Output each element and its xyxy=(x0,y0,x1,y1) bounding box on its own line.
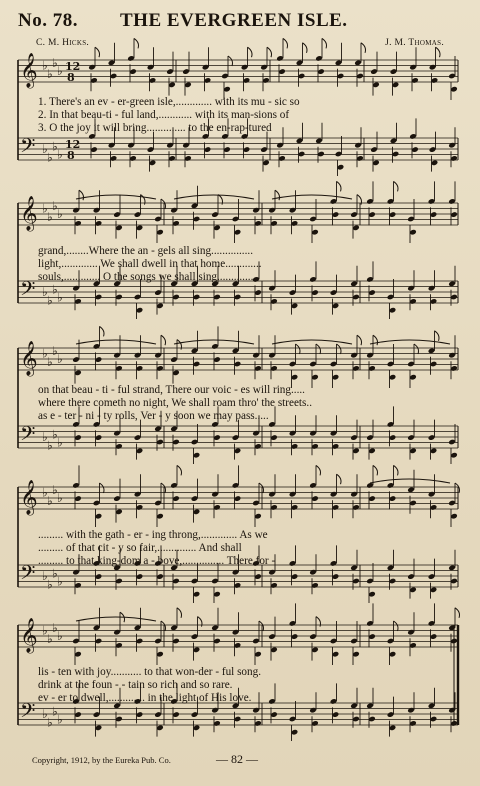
flat-icon: ♭ xyxy=(57,290,63,305)
lyric-line: ......... to that king-dom a - bove,............... There for - xyxy=(38,555,276,567)
treble-clef-icon: 𝄞 xyxy=(20,480,38,515)
flat-icon: ♭ xyxy=(57,712,63,727)
flat-icon: ♭ xyxy=(52,620,58,635)
tie-arc xyxy=(174,340,254,344)
flat-icon: ♭ xyxy=(42,58,48,73)
flat-icon: ♭ xyxy=(57,574,63,589)
note-flag xyxy=(248,47,253,57)
bass-clef-icon: 𝄢 xyxy=(20,277,36,305)
lyric-line: on that beau - ti - ful strand, There our voic - es will ring..... xyxy=(38,384,305,396)
note-flag xyxy=(177,608,182,618)
note-flag xyxy=(414,344,419,354)
bass-clef-icon: 𝄢 xyxy=(20,422,36,450)
flat-icon: ♭ xyxy=(42,142,48,156)
page-number: — 82 — xyxy=(216,752,258,766)
tie-arc xyxy=(370,340,450,344)
lyrics-block-2 xyxy=(38,245,460,284)
flat-icon: ♭ xyxy=(47,631,53,646)
flat-icon: ♭ xyxy=(47,209,53,224)
lyric-line: 2. In that beau-ti - ful land,............ with its man-sions of xyxy=(38,109,290,121)
lyric-line: light,............. We shall dwell in that home............. xyxy=(38,258,262,270)
flat-icon: ♭ xyxy=(52,343,58,358)
copyright-notice: Copyright, 1912, by the Eureka Pub. Co. xyxy=(32,755,171,765)
flat-icon: ♭ xyxy=(42,346,48,361)
flat-icon: ♭ xyxy=(42,430,48,444)
flat-icon: ♭ xyxy=(57,352,63,366)
treble-clef-icon: 𝄞 xyxy=(20,618,38,653)
treble-clef-icon: 𝄞 xyxy=(20,341,38,376)
note-flag xyxy=(361,43,366,53)
hymn-number: No. 78. xyxy=(18,10,78,31)
lyric-line: ......... with the gath - er - ing throng,............. As we xyxy=(38,529,268,541)
lyrics-block-5 xyxy=(38,666,460,705)
note-flag xyxy=(134,38,139,48)
flat-icon: ♭ xyxy=(42,707,48,721)
note-flag xyxy=(455,483,460,493)
note-flag xyxy=(394,621,399,631)
note-flag xyxy=(435,331,440,341)
flat-icon: ♭ xyxy=(52,566,58,581)
flat-icon: ♭ xyxy=(47,293,53,308)
bass-clef-icon: 𝄢 xyxy=(20,134,36,162)
bass-clef-icon: 𝄢 xyxy=(20,699,36,727)
flat-icon: ♭ xyxy=(47,577,53,592)
note-flag xyxy=(322,38,327,48)
flat-icon: ♭ xyxy=(52,198,58,213)
flat-icon: ♭ xyxy=(52,282,58,297)
lyrics-block-3 xyxy=(38,384,460,423)
note-flag xyxy=(357,335,362,345)
flat-icon: ♭ xyxy=(57,435,63,450)
lyric-line: ......... of that cit - y so fair,.............. And shall xyxy=(38,542,242,554)
note-flag xyxy=(100,326,105,336)
flat-icon: ♭ xyxy=(52,139,58,154)
flat-icon: ♭ xyxy=(47,715,53,730)
lyric-line: lis - ten with joy........... to that won-der - ful song. xyxy=(38,666,261,678)
flat-icon: ♭ xyxy=(47,354,53,369)
time-signature: 12 xyxy=(65,138,81,151)
lyric-line: ev - er to dwell,............. in the light of His love. xyxy=(38,692,252,704)
flat-icon: ♭ xyxy=(42,569,48,583)
note-flag xyxy=(337,181,342,191)
flat-icon: ♭ xyxy=(42,485,48,500)
bass-clef-icon: 𝄢 xyxy=(20,561,36,589)
note-flag xyxy=(316,344,321,354)
note-flag xyxy=(436,47,441,57)
tie-arc xyxy=(272,340,352,344)
note-flag xyxy=(455,608,460,618)
flat-icon: ♭ xyxy=(57,147,63,162)
flat-icon: ♭ xyxy=(57,64,63,78)
treble-clef-icon: 𝄞 xyxy=(20,53,38,88)
hymn-title: THE EVERGREEN ISLE. xyxy=(120,10,348,31)
note-flag xyxy=(337,474,342,484)
flat-icon: ♭ xyxy=(57,207,63,221)
lyric-line: 3. O the joy it will bring.............. to the en-rap-tured xyxy=(38,122,272,134)
flat-icon: ♭ xyxy=(52,55,58,70)
flat-icon: ♭ xyxy=(57,491,63,505)
note-flag xyxy=(283,38,288,48)
note-flag xyxy=(296,344,301,354)
lyric-line: where there cometh no night, We shall roam thro' the streets.. xyxy=(38,397,312,409)
tie-arc xyxy=(370,479,450,483)
flat-icon: ♭ xyxy=(47,438,53,453)
flat-icon: ♭ xyxy=(52,427,58,442)
flat-icon: ♭ xyxy=(52,704,58,719)
note-flag xyxy=(337,344,342,354)
flat-icon: ♭ xyxy=(47,66,53,81)
note-flag xyxy=(303,43,308,53)
flat-icon: ♭ xyxy=(42,201,48,216)
tie-arc xyxy=(76,340,156,344)
flat-icon: ♭ xyxy=(52,482,58,497)
tie-arc xyxy=(272,195,352,199)
flat-icon: ♭ xyxy=(42,285,48,299)
note-flag xyxy=(228,56,233,66)
tie-arc xyxy=(76,617,156,621)
lyric-line: grand,........Where the an - gels all sing............... xyxy=(38,245,253,257)
lyricist-credit: C. M. Hicks. xyxy=(36,38,90,48)
time-signature: 8 xyxy=(67,149,75,162)
flat-icon: ♭ xyxy=(47,493,53,508)
note-flag xyxy=(267,47,272,57)
lyrics-block-1 xyxy=(38,96,460,135)
note-flag xyxy=(259,621,264,631)
flat-icon: ♭ xyxy=(57,629,63,643)
note-flag xyxy=(100,483,105,493)
note-flag xyxy=(161,335,166,345)
time-signature: 8 xyxy=(67,71,75,84)
lyric-line: souls,............. O the songs we shall sing............... xyxy=(38,271,259,283)
note-flag xyxy=(95,47,100,57)
treble-clef-icon: 𝄞 xyxy=(20,196,38,231)
note-flag xyxy=(161,199,166,209)
note-flag xyxy=(394,181,399,191)
lyric-line: as e - ter - ni - ty rolls, Ver - y soon we may pass..... xyxy=(38,410,269,422)
tie-arc xyxy=(174,195,254,199)
flat-icon: ♭ xyxy=(47,150,53,165)
time-signature: 12 xyxy=(65,60,81,73)
lyric-line: 1. There's an ev - er-green isle,............. with its mu - sic so xyxy=(38,96,300,108)
lyric-line: drink at the foun - - tain so rich and so rare. xyxy=(38,679,233,691)
composer-credit: J. M. Thomas. xyxy=(385,38,444,48)
note-flag xyxy=(259,483,264,493)
note-flag xyxy=(161,621,166,631)
lyrics-block-4 xyxy=(38,529,460,568)
note-flag xyxy=(161,483,166,493)
flat-icon: ♭ xyxy=(42,623,48,638)
